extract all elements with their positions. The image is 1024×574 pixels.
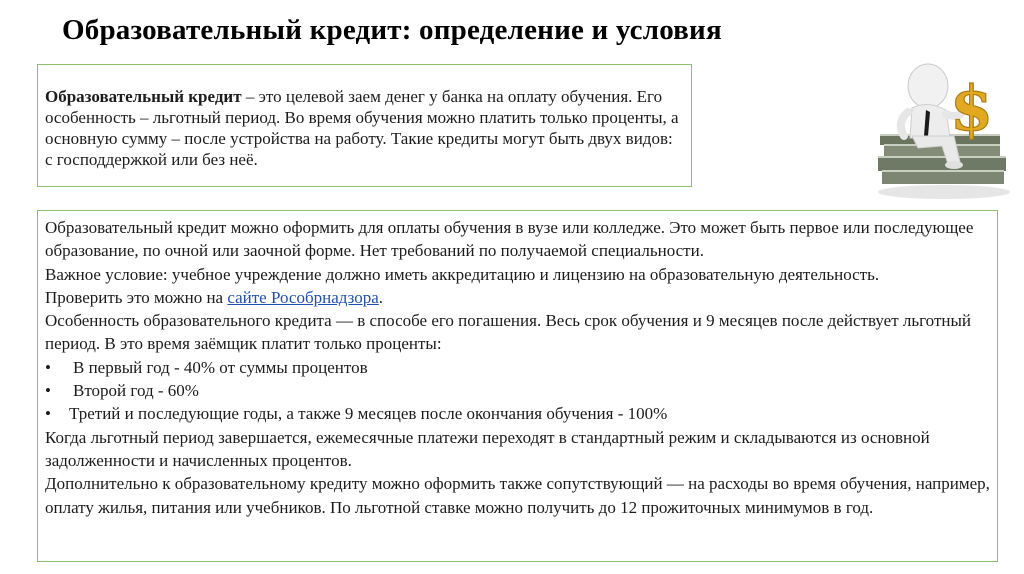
definition-box [37, 64, 692, 187]
paragraph-requirement: Важное условие: учебное учреждение должно иметь аккредитацию и лицензию на образовательную деятельность. [45, 264, 880, 284]
conditions-box [37, 210, 998, 562]
check-suffix: . [378, 287, 384, 307]
slide-title: Образовательный кредит: определение и условия [62, 14, 722, 46]
paragraph-after-grace: Когда льготный период завершается, ежемесячные платежи переходят в стандартный режим и складываются из основной задолженности и начисленных процентов. [45, 427, 930, 470]
bullet-text: Второй год - 60% [73, 381, 199, 401]
bullet-text: В первый год - 40% от суммы процентов [73, 357, 368, 377]
bullet-marker: • [45, 381, 51, 401]
paragraph-check [45, 286, 990, 309]
paragraph-additional-credit: Дополнительно к образовательному кредиту можно оформить также сопутствующий — на расходы во время обучения, например, оплату жилья, питания или учебников. По льготной ставке можно получить до 12 прожиточных минимумов в год. [45, 474, 990, 517]
definition-body: – это целевой заем денег у банка на оплату обучения. Его особенность – льготный период. Во время обучения можно платить только проценты, а основную сумму – после устройства на работу. Такие кредиты могут быть двух видов: с господдержкой или без неё. [45, 87, 679, 169]
rosobrnadzor-link[interactable]: сайте Рособрнадзора [227, 287, 379, 307]
definition-term: Образовательный кредит [45, 87, 242, 106]
bullet-marker: • [45, 357, 51, 377]
svg-text:$: $ [950, 72, 994, 145]
bullet-text: Третий и последующие годы, а также 9 месяцев после окончания обучения - 100% [69, 404, 668, 424]
definition-text [45, 86, 684, 170]
paragraph-eligibility: Образовательный кредит можно оформить для оплаты обучения в вузе или колледже. Это может быть первое или последующее образование, по очной или заочной форме. Нет требований по получаемой специальности. [45, 218, 974, 261]
list-item [45, 356, 990, 379]
check-prefix: Проверить это можно на [45, 287, 228, 307]
paragraph-repayment: Особенность образовательного кредита — в способе его погашения. Весь срок обучения и 9 месяцев после действует льготный период. В это время заёмщик платит только проценты: [45, 311, 971, 354]
dollar-icon [950, 72, 993, 145]
list-item [45, 379, 990, 402]
money-person-illustration [868, 52, 1024, 204]
bullet-marker: • [45, 404, 51, 424]
list-item [45, 402, 990, 425]
conditions-text [45, 216, 990, 519]
